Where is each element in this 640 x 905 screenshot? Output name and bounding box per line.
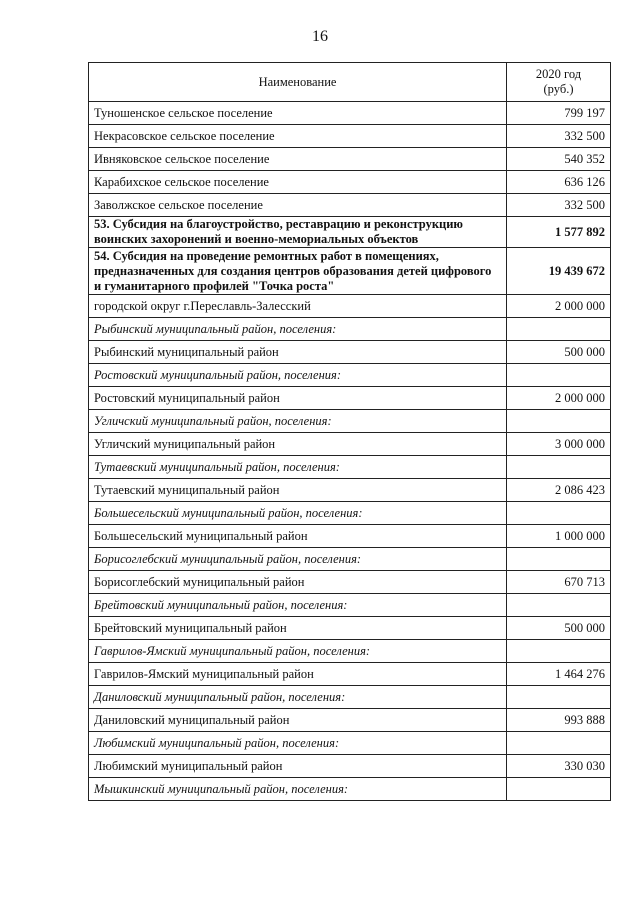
table-header-row: [89, 63, 611, 102]
district-group-row: [89, 594, 611, 617]
column-header-year-line2: (руб.): [543, 82, 574, 96]
row-name: Большесельский муниципальный район: [89, 525, 507, 548]
column-header-year: [507, 63, 611, 102]
row-value: 799 197: [507, 102, 611, 125]
row-value: [507, 732, 611, 755]
row-name: Рыбинский муниципальный район: [89, 341, 507, 364]
table-row: [89, 171, 611, 194]
row-name: городской округ г.Переславль-Залесский: [89, 295, 507, 318]
row-value: 332 500: [507, 194, 611, 217]
row-value: [507, 594, 611, 617]
row-value: 670 713: [507, 571, 611, 594]
row-value: 500 000: [507, 341, 611, 364]
column-header-year-line1: 2020 год: [535, 67, 582, 81]
row-value: 2 086 423: [507, 479, 611, 502]
row-name: Любимский муниципальный район: [89, 755, 507, 778]
district-group-name: Тутаевский муниципальный район, поселения:: [89, 456, 507, 479]
table-row: [89, 479, 611, 502]
table-row: [89, 709, 611, 732]
row-name: Заволжское сельское поселение: [89, 194, 507, 217]
table-row: [89, 433, 611, 456]
table-row: [89, 663, 611, 686]
row-value: 2 000 000: [507, 295, 611, 318]
row-value: 993 888: [507, 709, 611, 732]
row-name: Даниловский муниципальный район: [89, 709, 507, 732]
table-row: [89, 525, 611, 548]
row-name: Тутаевский муниципальный район: [89, 479, 507, 502]
row-value: [507, 686, 611, 709]
district-group-row: [89, 364, 611, 387]
row-name: Борисоглебский муниципальный район: [89, 571, 507, 594]
column-header-name: Наименование: [89, 63, 507, 102]
row-value: [507, 456, 611, 479]
district-group-name: Мышкинский муниципальный район, поселения:: [89, 778, 507, 801]
row-value: [507, 548, 611, 571]
row-name: Ивняковское сельское поселение: [89, 148, 507, 171]
row-value: 1 000 000: [507, 525, 611, 548]
district-group-row: [89, 318, 611, 341]
table-row: [89, 571, 611, 594]
row-name: Некрасовское сельское поселение: [89, 125, 507, 148]
row-value: 636 126: [507, 171, 611, 194]
district-group-name: Ростовский муниципальный район, поселения:: [89, 364, 507, 387]
row-name: Карабихское сельское поселение: [89, 171, 507, 194]
table-row: [89, 148, 611, 171]
row-value: 1 464 276: [507, 663, 611, 686]
row-name: Гаврилов-Ямский муниципальный район: [89, 663, 507, 686]
district-group-row: [89, 502, 611, 525]
district-group-name: Большесельский муниципальный район, поселения:: [89, 502, 507, 525]
district-group-name: Рыбинский муниципальный район, поселения:: [89, 318, 507, 341]
row-value: 332 500: [507, 125, 611, 148]
section-row-53: [89, 217, 611, 248]
district-group-name: Любимский муниципальный район, поселения:: [89, 732, 507, 755]
row-value: [507, 640, 611, 663]
district-group-row: [89, 548, 611, 571]
row-name: Туношенское сельское поселение: [89, 102, 507, 125]
table-row: [89, 341, 611, 364]
row-value: 500 000: [507, 617, 611, 640]
row-value: [507, 364, 611, 387]
district-group-name: Борисоглебский муниципальный район, поселения:: [89, 548, 507, 571]
table-row: [89, 125, 611, 148]
district-group-name: Угличский муниципальный район, поселения:: [89, 410, 507, 433]
row-value: [507, 410, 611, 433]
row-value: 540 352: [507, 148, 611, 171]
district-group-row: [89, 778, 611, 801]
table-row: [89, 387, 611, 410]
table-row: [89, 194, 611, 217]
district-group-name: Даниловский муниципальный район, поселения:: [89, 686, 507, 709]
district-group-row: [89, 732, 611, 755]
section-total: 19 439 672: [507, 248, 611, 295]
section-row-54: [89, 248, 611, 295]
table-row: [89, 102, 611, 125]
row-name: Ростовский муниципальный район: [89, 387, 507, 410]
row-name: Брейтовский муниципальный район: [89, 617, 507, 640]
row-name: Угличский муниципальный район: [89, 433, 507, 456]
district-group-name: Брейтовский муниципальный район, поселения:: [89, 594, 507, 617]
row-value: [507, 318, 611, 341]
row-value: [507, 502, 611, 525]
table-row: [89, 295, 611, 318]
page-number: 16: [312, 28, 328, 45]
table-row: [89, 617, 611, 640]
district-group-row: [89, 640, 611, 663]
row-value: 3 000 000: [507, 433, 611, 456]
section-name: 54. Субсидия на проведение ремонтных работ в помещениях, предназначенных для создания центров образования детей цифрового и гуманитарного профилей "Точка роста": [89, 248, 507, 295]
section-name: 53. Субсидия на благоустройство, реставрацию и реконструкцию воинских захоронений и военно-мемориальных объектов: [89, 217, 507, 248]
table-row: [89, 755, 611, 778]
district-group-row: [89, 456, 611, 479]
row-value: 2 000 000: [507, 387, 611, 410]
section-total: 1 577 892: [507, 217, 611, 248]
budget-table: [88, 62, 611, 801]
row-value: [507, 778, 611, 801]
district-group-name: Гаврилов-Ямский муниципальный район, поселения:: [89, 640, 507, 663]
district-group-row: [89, 410, 611, 433]
row-value: 330 030: [507, 755, 611, 778]
district-group-row: [89, 686, 611, 709]
